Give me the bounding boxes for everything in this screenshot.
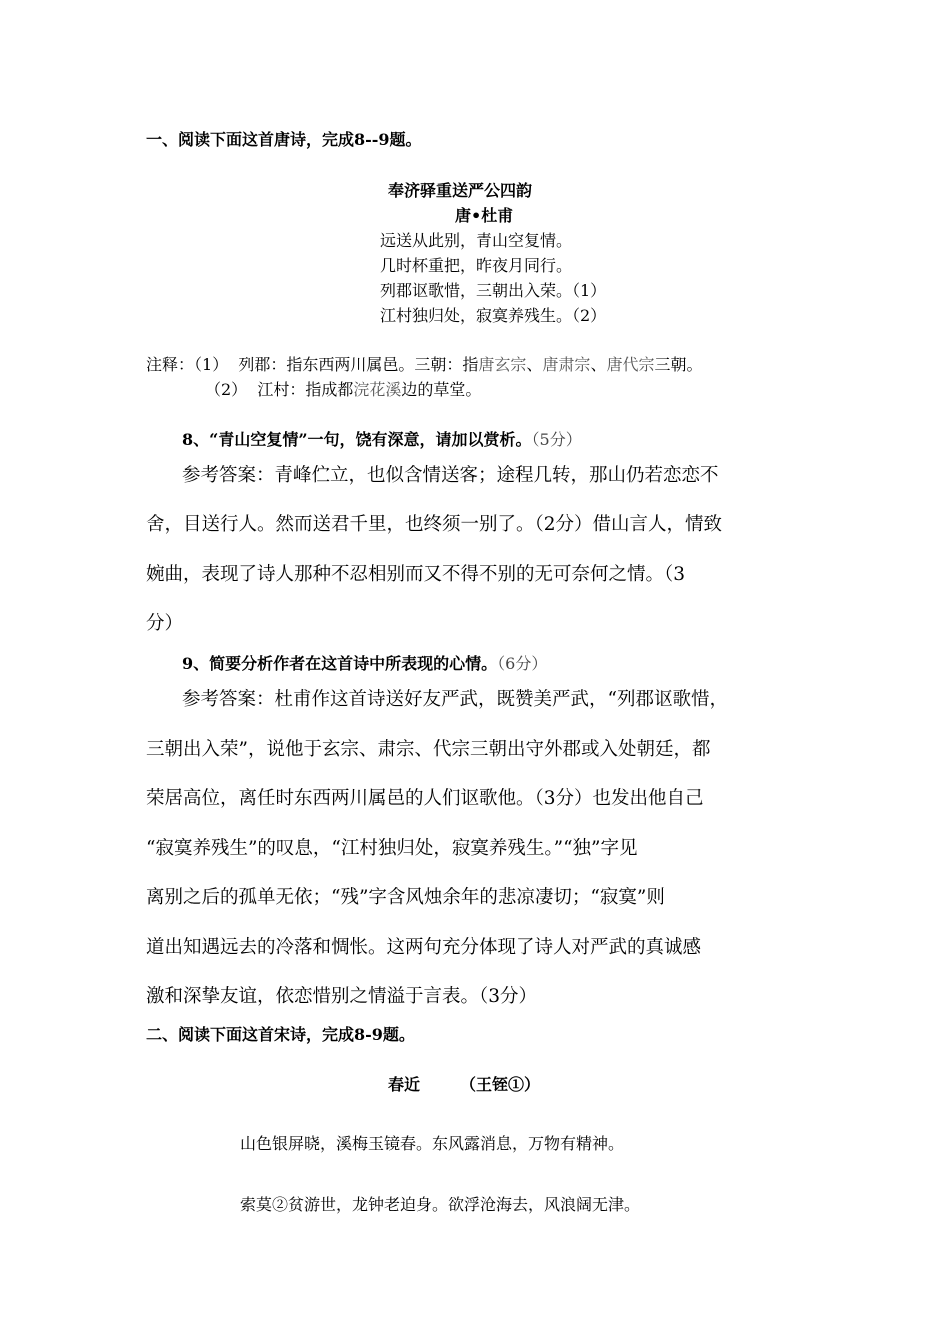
note-link[interactable]: 浣花溪	[353, 380, 402, 399]
answer-line: 荣居高位，离任时东西两川属邑的人们讴歌他。（3分）也发出他自己	[146, 788, 704, 809]
answer-line: 参考答案：杜甫作这首诗送好友严武，既赞美严武，“列郡讴歌惜，	[182, 689, 728, 710]
section-heading: 一、阅读下面这首唐诗，完成8--9题。	[146, 130, 422, 149]
poem-line: 远送从此别，青山空复情。	[380, 231, 573, 250]
notes-line-2	[205, 377, 481, 400]
question-text: 9、简要分析作者在这首诗中所表现的心情。	[182, 654, 498, 673]
note-separator: 、	[590, 355, 607, 374]
answer-line: 激和深挚友谊，依恋惜别之情溢于言表。（3分）	[146, 986, 538, 1007]
answer-line: “寂寞养残生”的叹息，“江村独归处，寂寞养残生。”“独”字见	[146, 838, 638, 859]
poem-line: 列郡讴歌惜，三朝出入荣。（1）	[380, 281, 607, 300]
note-link[interactable]: 唐代宗	[606, 355, 655, 374]
poem-title: 奉济驿重送严公四韵	[388, 181, 533, 200]
section-heading: 二、阅读下面这首宋诗，完成8-9题。	[146, 1025, 415, 1044]
answer-line: 三朝出入荣”，说他于玄宗、肃宗、代宗三朝出守外郡或入处朝廷，都	[146, 739, 711, 760]
note-text: 边的草堂。	[401, 380, 482, 399]
notes-line-1	[146, 352, 702, 375]
note-text: 江村：指成都	[257, 380, 354, 399]
poem-line: 山色银屏晓，溪梅玉镜春。东风露消息，万物有精神。	[240, 1134, 625, 1153]
poem-line: 江村独归处，寂寞养残生。（2）	[380, 306, 607, 325]
answer-line: 舍，目送行人。然而送君千里，也终须一别了。（2分）借山言人，情致	[146, 514, 723, 535]
note-number: （1）	[194, 355, 229, 374]
question-text: 8、“青山空复情”一句，饶有深意，请加以赏析。	[182, 430, 532, 449]
notes-label: 注释：	[146, 355, 195, 374]
poem-title: 春近	[388, 1075, 421, 1094]
answer-line: 道出知遇远去的冷落和惆怅。这两句充分体现了诗人对严武的真诚感	[146, 937, 702, 958]
poem-author: （王铚①）	[460, 1075, 541, 1094]
note-separator: 、	[526, 355, 543, 374]
poem-line: 几时杯重把，昨夜月同行。	[380, 256, 573, 275]
answer-line: 参考答案：青峰伫立，也似含情送客；途程几转，那山仍若恋恋不	[182, 465, 719, 486]
answer-line: 离别之后的孤单无依；“残”字含风烛余年的悲凉凄切；“寂寞”则	[146, 887, 665, 908]
note-text: 列郡：指东西两川属邑。三朝：指	[238, 355, 479, 374]
question-8	[182, 427, 582, 450]
answer-line: 婉曲，表现了诗人那种不忍相别而又不得不别的无可奈何之情。（3	[146, 564, 686, 585]
note-number: （2）	[205, 380, 248, 399]
note-text: 三朝。	[654, 355, 703, 374]
answer-line: 分）	[146, 613, 184, 634]
note-link[interactable]: 唐肃宗	[542, 355, 591, 374]
question-points: （5分）	[531, 430, 582, 449]
question-points: （6分）	[497, 654, 548, 673]
poem-author: 唐•杜甫	[455, 206, 514, 225]
note-link[interactable]: 唐玄宗	[478, 355, 527, 374]
question-9	[182, 651, 547, 674]
poem-line: 索莫②贫游世，龙钟老迫身。欲浮沧海去，风浪阔无津。	[240, 1195, 641, 1214]
